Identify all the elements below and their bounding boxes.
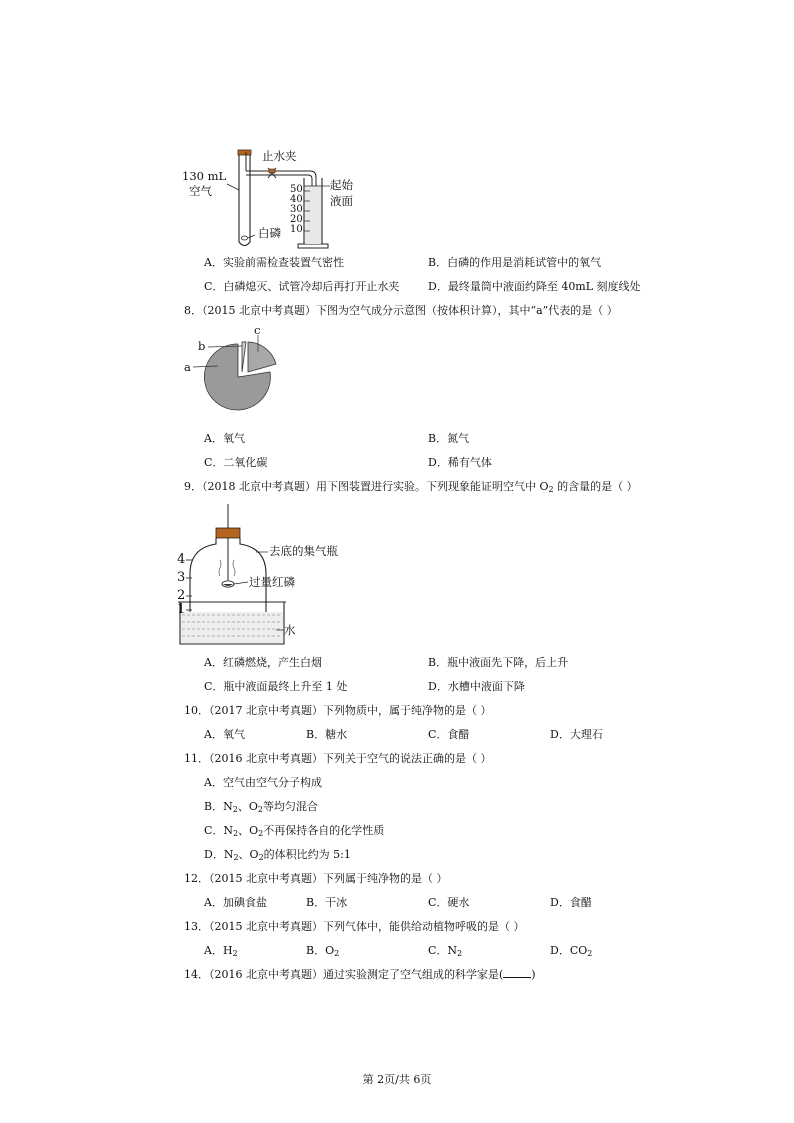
air-volume-label: 130 mL (182, 169, 227, 183)
q10-option-c: C．食醋 (428, 728, 470, 741)
q12-option-b: B．干冰 (306, 896, 348, 909)
q9-option-b: B．瓶中液面先下降，后上升 (428, 656, 569, 669)
q7-option-a: A．实验前需检查装置气密性 (204, 256, 344, 269)
q8-option-a: A．氧气 (204, 432, 245, 445)
q8-option-d: D．稀有气体 (428, 456, 492, 469)
air-label: 空气 (189, 184, 212, 198)
q8-stem: 8．（2015 北京中考真题）下图为空气成分示意图（按体积计算），其中“a”代表的是（ ） (184, 304, 618, 317)
start-level-label-2: 液面 (330, 194, 353, 208)
cylinder-tick-30: 30 (290, 204, 303, 215)
red-phosphorus-label: 过量红磷 (249, 575, 295, 589)
q12-option-a: A．加碘食盐 (204, 896, 267, 909)
cylinder-tick-40: 40 (290, 194, 303, 205)
clamp-label: 止水夹 (262, 149, 297, 163)
q7-option-c: C．白磷熄灭、试管冷却后再打开止水夹 (204, 280, 400, 293)
q8-option-b: B．氮气 (428, 432, 470, 445)
q10-option-d: D．大理石 (550, 728, 603, 741)
q10-stem: 10．（2017 北京中考真题）下列物质中，属于纯净物的是（ ） (184, 704, 492, 717)
q13-option-c: C．$N_2$ (428, 944, 463, 958)
start-level-label-1: 起始 (330, 178, 353, 192)
air-composition-pie (176, 322, 286, 422)
water-label: 水 (284, 623, 296, 637)
q13-option-d: D．$CO_2$ (550, 944, 593, 958)
q9-option-a: A．红磷燃烧，产生白烟 (204, 656, 322, 669)
scale-mark-4: 4 (177, 552, 186, 567)
pie-label-b: b (198, 339, 206, 353)
pie-label-a: a (184, 360, 191, 374)
q9-stem: 9．（2018 北京中考真题）用下图装置进行实验。下列现象能证明空气中 $O_2$ 的含量的是（ ） (184, 480, 638, 494)
q13-option-a: A．$H_2$ (204, 944, 238, 958)
scale-mark-2: 2 (177, 588, 186, 603)
q11-stem: 11．（2016 北京中考真题）下列关于空气的说法正确的是（ ） (184, 752, 492, 765)
q12-option-c: C．硬水 (428, 896, 470, 909)
q12-option-d: D．食醋 (550, 896, 592, 909)
q7-option-d: D．最终量筒中液面约降至 40mL 刻度线处 (428, 280, 641, 293)
scale-mark-3: 3 (177, 570, 186, 585)
q13-stem: 13．（2015 北京中考真题）下列气体中，能供给动植物呼吸的是（ ） (184, 920, 525, 933)
pie-label-c: c (254, 323, 261, 337)
q9-option-c: C．瓶中液面最终上升至 1 处 (204, 680, 348, 693)
q11-option-d: D．$N_2$、$O_2$的体积比约为 5:1 (204, 848, 351, 862)
bottle-label: 去底的集气瓶 (269, 544, 338, 558)
q14-stem: 14．（2016 北京中考真题）通过实验测定了空气组成的科学家是( ) (184, 968, 536, 981)
q11-option-a: A．空气由空气分子构成 (204, 776, 322, 789)
q11-option-b: B．$N_2$、$O_2$等均匀混合 (204, 800, 318, 814)
cylinder-tick-10: 10 (290, 224, 303, 235)
q12-stem: 12．（2015 北京中考真题）下列属于纯净物的是（ ） (184, 872, 448, 885)
white-phosphorus-label: 白磷 (258, 226, 281, 240)
q11-option-c: C．$N_2$、$O_2$不再保持各自的化学性质 (204, 824, 385, 838)
q10-option-b: B．糖水 (306, 728, 348, 741)
q10-option-a: A．氧气 (204, 728, 245, 741)
q13-option-b: B．$O_2$ (306, 944, 340, 958)
q8-option-c: C．二氧化碳 (204, 456, 268, 469)
cylinder-tick-20: 20 (290, 214, 303, 225)
q9-option-d: D．水槽中液面下降 (428, 680, 525, 693)
scale-mark-1: 1 (177, 602, 186, 617)
cylinder-tick-50: 50 (290, 184, 303, 195)
page-footer: 第 2页/共 6页 (362, 1073, 432, 1086)
q7-option-b: B．白磷的作用是消耗试管中的氧气 (428, 256, 602, 269)
